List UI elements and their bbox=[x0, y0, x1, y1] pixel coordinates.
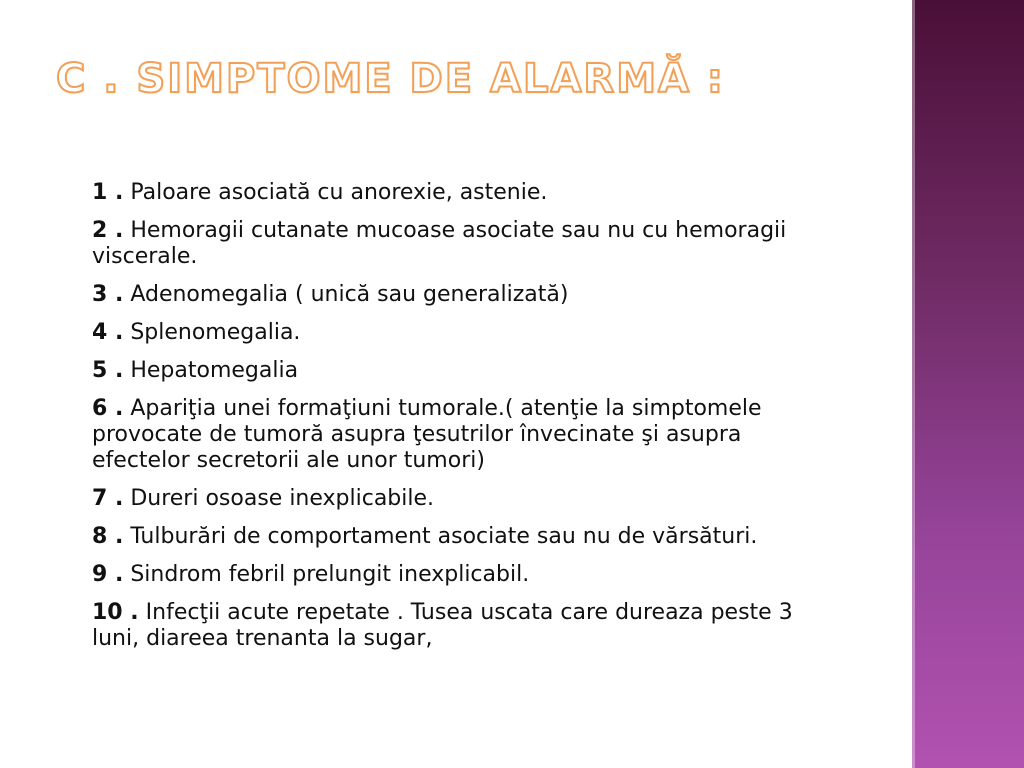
item-text: Tulburări de comportament asociate sau nu de vărsături. bbox=[130, 524, 758, 549]
item-text: Dureri osoase inexplicabile. bbox=[130, 486, 435, 511]
list-item bbox=[92, 396, 832, 474]
list-item bbox=[92, 320, 832, 346]
item-number: 9 . bbox=[92, 562, 124, 587]
item-number: 3 . bbox=[92, 282, 124, 307]
item-text: Apariţia unei formaţiuni tumorale.( atenţie la simptomele provocate de tumoră asupra ţesutrilor învecinate şi asupra efectelor secretorii ale unor tumori) bbox=[92, 396, 762, 473]
item-number: 1 . bbox=[92, 180, 124, 205]
list-item bbox=[92, 562, 832, 588]
item-text: Adenomegalia ( unică sau generalizată) bbox=[130, 282, 569, 307]
symptom-list bbox=[92, 180, 832, 664]
item-text: Sindrom febril prelungit inexplicabil. bbox=[130, 562, 530, 587]
list-item bbox=[92, 358, 832, 384]
item-text: Hemoragii cutanate mucoase asociate sau nu cu hemoragii viscerale. bbox=[92, 218, 787, 269]
item-text: Splenomegalia. bbox=[130, 320, 301, 345]
list-item bbox=[92, 486, 832, 512]
item-number: 4 . bbox=[92, 320, 124, 345]
item-text: Paloare asociată cu anorexie, astenie. bbox=[130, 180, 548, 205]
item-text: Infecţii acute repetate . Tusea uscata care dureaza peste 3 luni, diareea trenanta la sugar, bbox=[92, 600, 793, 651]
slide-title: C . SIMPTOME DE ALARMĂ : bbox=[56, 56, 725, 102]
item-number: 10 . bbox=[92, 600, 139, 625]
item-number: 6 . bbox=[92, 396, 124, 421]
list-item bbox=[92, 600, 832, 652]
list-item bbox=[92, 524, 832, 550]
list-item bbox=[92, 282, 832, 308]
list-item bbox=[92, 180, 832, 206]
decorative-sidebar bbox=[912, 0, 1024, 768]
item-number: 2 . bbox=[92, 218, 124, 243]
item-text: Hepatomegalia bbox=[130, 358, 299, 383]
item-number: 8 . bbox=[92, 524, 124, 549]
list-item bbox=[92, 218, 832, 270]
item-number: 7 . bbox=[92, 486, 124, 511]
item-number: 5 . bbox=[92, 358, 124, 383]
